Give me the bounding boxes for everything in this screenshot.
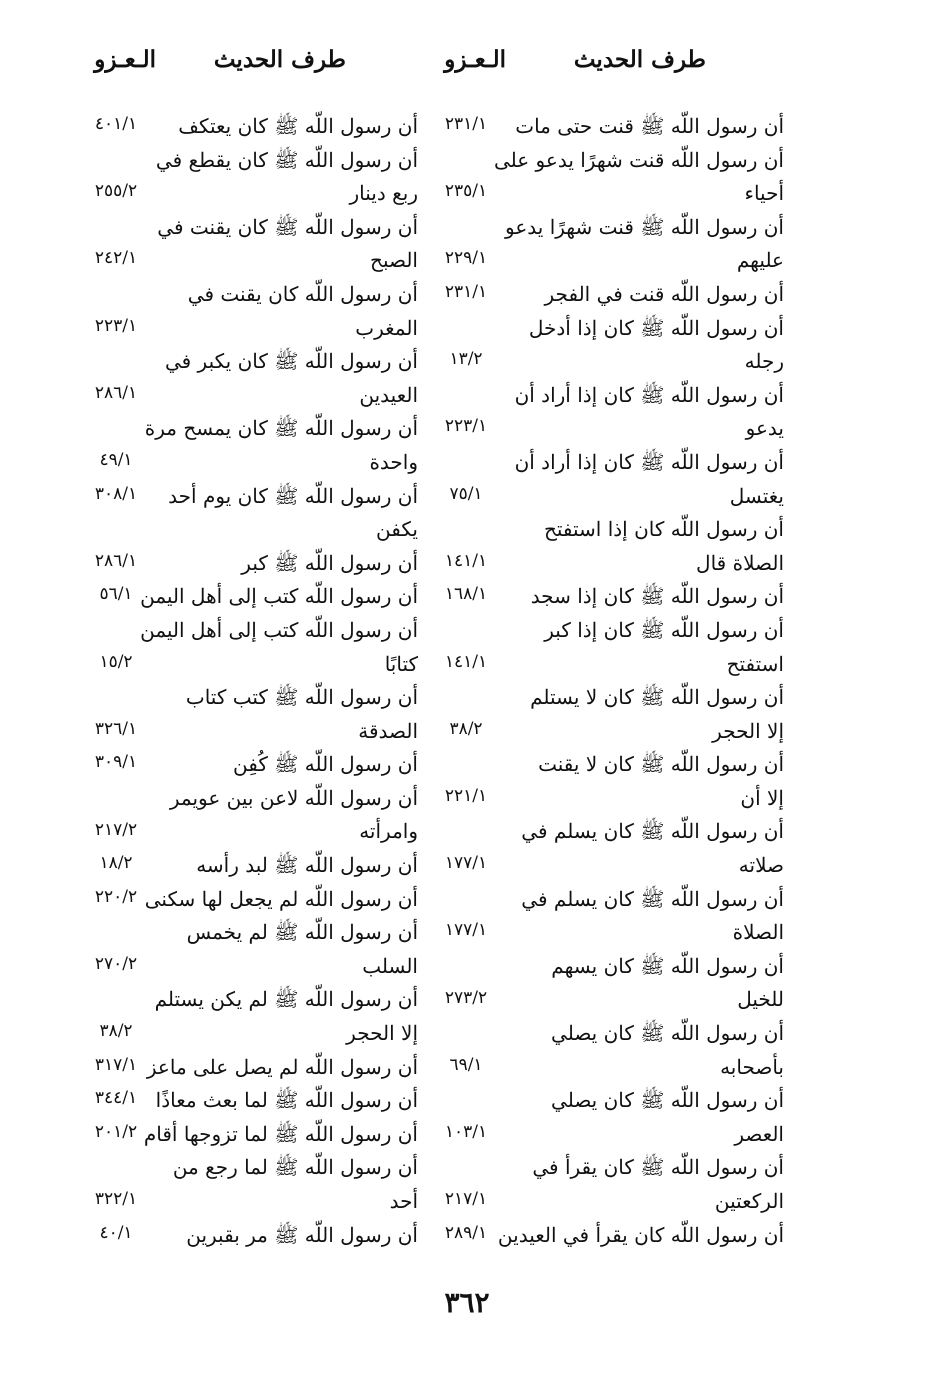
hadith-line: للخيل (737, 987, 784, 1012)
hadith-line: استفتح (726, 651, 784, 676)
reference-citation: ١٤١/١ (444, 550, 488, 571)
hadith-line: كتابًا (384, 651, 418, 676)
hadith-line: أن رسول اللّه ﷺ كان يمسح مرة (144, 416, 418, 441)
hadith-line: عليهم (736, 248, 784, 273)
hadith-line: واحدة (369, 449, 418, 474)
hadith-line: أن رسول اللّه ﷺ كان يقنت في (157, 214, 418, 239)
hadith-line: أن رسول اللّه ﷺ كان إذا أدخل (528, 315, 784, 340)
hadith-line: أن رسول اللّه ﷺ لبد رأسه (196, 853, 418, 878)
header-hadith-title-left: طرف الحديث (213, 46, 346, 73)
reference-citation: ٢٢١/١ (444, 786, 488, 806)
reference-citation: ٣١٧/١ (94, 1054, 138, 1075)
reference-citation: ٢٨٦/١ (94, 550, 138, 571)
hadith-line: أن رسول اللّه ﷺ لما تزوجها أقام (143, 1121, 418, 1146)
hadith-line: رجله (744, 349, 784, 374)
reference-citation: ١٧٧/١ (444, 853, 488, 874)
hadith-line: ربع دينار (349, 181, 418, 206)
hadith-line: العصر (734, 1121, 784, 1146)
reference-citation: ٣٢٢/١ (94, 1189, 138, 1210)
reference-citation: ٤٩/١ (99, 450, 133, 470)
reference-citation: ٧٥/١ (449, 483, 483, 504)
hadith-line: أحياء (744, 181, 784, 206)
hadith-line: أن رسول اللّه قنت في الفجر (544, 281, 784, 306)
hadith-line: إلا الحجر (712, 718, 784, 743)
reference-citation: ١٣/٢ (449, 349, 483, 370)
hadith-line: أن رسول اللّه ﷺ كان يسلم في (521, 819, 784, 844)
hadith-line: أن رسول اللّه ﷺ كان إذا كبر (544, 617, 784, 642)
hadith-line: أن رسول اللّه ﷺ لما رجع من (172, 1155, 418, 1180)
hadith-line: أحد (389, 1189, 418, 1213)
reference-citation: ٣٢٦/١ (94, 718, 138, 739)
hadith-line: أن رسول اللّه ﷺ قنت شهرًا يدعو (505, 214, 784, 239)
hadith-line: أن رسول اللّه ﷺ كان يسهم (551, 953, 784, 978)
hadith-line: أن رسول اللّه ﷺ لم يخمس (186, 920, 418, 945)
hadith-line: أن رسول اللّه ﷺ كان يصلي (551, 1021, 784, 1046)
reference-citation: ١٠٣/١ (444, 1122, 488, 1142)
hadith-line: أن رسول اللّه ﷺ كان إذا أراد أن (514, 382, 784, 407)
hadith-line: أن رسول اللّه ﷺ قنت حتى مات (515, 114, 784, 138)
reference-citation: ٢٢٣/١ (444, 416, 488, 437)
hadith-line: أن رسول اللّه قنت شهرًا يدعو على (493, 147, 784, 172)
hadith-line: أن رسول اللّه ﷺ كان إذا سجد (530, 584, 784, 609)
hadith-line: أن رسول اللّه ﷺ لما بعث معاذًا (155, 1088, 418, 1113)
hadith-line: أن رسول اللّه ﷺ كبر (241, 550, 418, 575)
hadith-line: أن رسول اللّه ﷺ كُفِن (233, 752, 418, 777)
reference-citation: ٢٢٠/٢ (94, 886, 138, 907)
reference-citation: ٢٧٣/٢ (444, 987, 488, 1008)
reference-citation: ٢٢٩/١ (444, 248, 488, 269)
hadith-line: إلا أن (740, 785, 784, 810)
hadith-line: أن رسول اللّه ﷺ كان إذا أراد أن (514, 449, 784, 474)
reference-citation: ٢٠١/٢ (94, 1122, 138, 1142)
reference-citation: ١٤١/١ (444, 651, 488, 672)
reference-citation: ٢٣١/١ (444, 282, 488, 302)
reference-citation: ٢٤٢/١ (94, 248, 138, 269)
reference-citation: ٤٠/١ (99, 1222, 133, 1243)
hadith-line: أن رسول اللّه كان يقنت في (187, 281, 418, 306)
page-number: ٣٦٢ (444, 1286, 490, 1319)
reference-citation: ٢٢٣/١ (94, 315, 138, 336)
hadith-line: إلا الحجر (346, 1021, 418, 1046)
hadith-line: يغتسل (729, 483, 784, 508)
hadith-line: أن رسول اللّه لاعن بين عويمر (169, 785, 418, 810)
hadith-line: الركعتين (714, 1189, 784, 1213)
reference-citation: ٢٧٠/٢ (94, 954, 138, 974)
hadith-line: السلب (362, 953, 418, 978)
reference-citation: ٢٨٩/١ (444, 1222, 488, 1243)
hadith-line: أن رسول اللّه ﷺ كان لا يقنت (538, 752, 784, 777)
hadith-line: أن رسول اللّه ﷺ كان يوم أحد (168, 483, 418, 508)
hadith-line: أن رسول اللّه كان إذا استفتح (543, 517, 784, 542)
reference-citation: ٢٥٥/٢ (94, 181, 138, 202)
hadith-line: أن رسول اللّه ﷺ لم يكن يستلم (154, 987, 418, 1012)
reference-citation: ١٥/٢ (99, 651, 133, 672)
reference-citation: ٢٣١/١ (444, 114, 488, 134)
hadith-line: أن رسول اللّه لم يصل على ماعز (146, 1054, 418, 1079)
reference-citation: ٤٠١/١ (94, 114, 138, 134)
hadith-line: أن رسول اللّه كتب إلى أهل اليمن (140, 584, 418, 609)
hadith-line: يكفن (376, 517, 418, 542)
hadith-line: أن رسول اللّه ﷺ كان يعتكف (178, 114, 418, 138)
header-reference-right: الـعـزو (444, 46, 506, 73)
reference-citation: ٢١٧/١ (444, 1189, 488, 1210)
hadith-line: أن رسول اللّه ﷺ مر بقبرين (186, 1222, 418, 1247)
reference-citation: ٣٨/٢ (99, 1021, 133, 1042)
hadith-line: الصبح (370, 248, 418, 273)
reference-citation: ٦٩/١ (449, 1054, 483, 1075)
hadith-line: أن رسول اللّه ﷺ كان يقطع في (155, 147, 418, 172)
hadith-line: بأصحابه (720, 1054, 784, 1079)
hadith-line: وامرأته (359, 819, 418, 844)
hadith-line: المغرب (355, 315, 418, 340)
hadith-line: أن رسول اللّه كتب إلى أهل اليمن (140, 617, 418, 642)
hadith-line: صلاته (738, 853, 784, 878)
reference-citation: ١٦٨/١ (444, 584, 488, 605)
hadith-line: أن رسول اللّه لم يجعل لها سكنى (144, 886, 418, 911)
reference-citation: ١٧٧/١ (444, 920, 488, 941)
reference-citation: ١٨/٢ (99, 853, 133, 874)
hadith-line: أن رسول اللّه ﷺ كتب كتاب (185, 685, 418, 710)
hadith-line: الصدقة (358, 718, 418, 743)
header-reference-left: الـعـزو (94, 46, 156, 73)
hadith-line: أن رسول اللّه ﷺ كان لا يستلم (530, 685, 784, 710)
hadith-line: أن رسول اللّه ﷺ كان يكبر في (164, 349, 418, 374)
hadith-line: العيدين (359, 382, 418, 407)
reference-citation: ٣٠٩/١ (94, 752, 138, 773)
hadith-line: أن رسول اللّه ﷺ كان يصلي (551, 1088, 784, 1113)
reference-citation: ٣٤٤/١ (94, 1088, 138, 1109)
hadith-list-left (140, 110, 418, 1252)
reference-citation: ٢١٧/٢ (94, 819, 138, 840)
reference-citation: ٢٣٥/١ (444, 181, 488, 202)
hadith-line: أن رسول اللّه كان يقرأ في العيدين (497, 1222, 784, 1247)
reference-citation: ٣٠٨/١ (94, 483, 138, 504)
hadith-line: الصلاة قال (696, 550, 784, 575)
hadith-line: أن رسول اللّه ﷺ كان يسلم في (521, 886, 784, 911)
header-hadith-title-right: طرف الحديث (573, 46, 706, 73)
hadith-line: الصلاة (732, 920, 784, 945)
reference-citation: ٥٦/١ (99, 584, 133, 605)
hadith-line: يدعو (745, 416, 784, 441)
reference-citation: ٣٨/٢ (449, 718, 483, 739)
hadith-line: أن رسول اللّه ﷺ كان يقرأ في (532, 1155, 784, 1180)
hadith-list-right (493, 110, 784, 1252)
reference-citation: ٢٨٦/١ (94, 382, 138, 403)
